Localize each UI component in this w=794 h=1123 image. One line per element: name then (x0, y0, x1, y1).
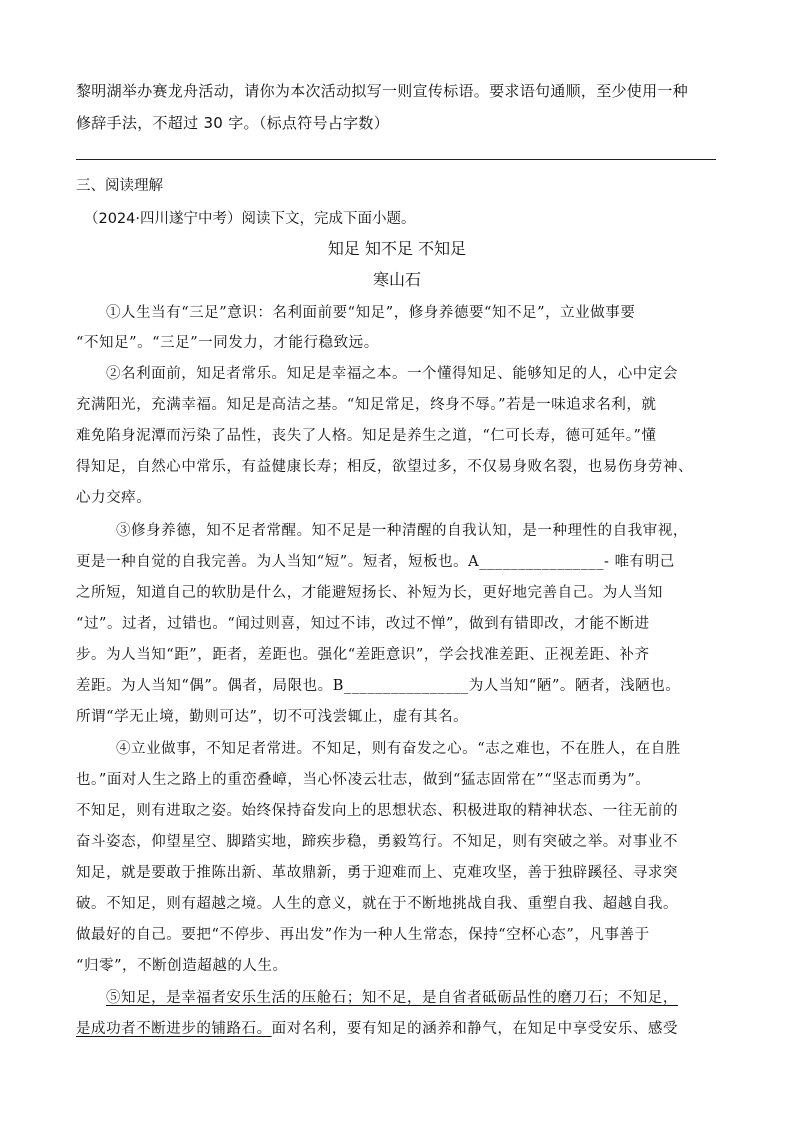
paragraph-line: 所谓“学无止境，勤则可达”，切不可浅尝辄止，虚有其名。 (76, 709, 469, 725)
paragraph-line: 奋斗姿态，仰望星空、脚踏实地，蹄疾步稳，勇毅笃行。不知足，则有突破之举。对事业不 (76, 834, 678, 850)
paragraph-line: 知足，就是要敢于推陈出新、革故鼎新，勇于迎难而上、克难攻坚，善于独辟蹊径、寻求突 (76, 865, 678, 881)
paragraph-line: “不知足”。“三足”一同发力，才能行稳致远。 (76, 335, 379, 351)
paragraph-line: 得知足，自然心中常乐，有益健康长寿；相反，欲望过多，不仅易身败名裂，也易伤身劳神、 (76, 459, 694, 475)
paragraph-line: 做最好的自己。要把“不停步、再出发”作为一种人生常态，保持“空杯心态”，凡事善于 (76, 927, 650, 943)
paragraph-line: ④立业做事，不知足者常进。不知足，则有奋发之心。“志之难也，不在胜人，在自胜 (116, 741, 681, 757)
paragraph-line: ③修身养德，知不足者常醒。知不足是一种清醒的自我认知，是一种理性的自我审视， (116, 523, 688, 539)
paragraph-line: 心力交瘁。 (76, 490, 152, 506)
paragraph-line-last (76, 1017, 678, 1038)
answer-line (76, 159, 716, 160)
source-note: （2024·四川遂宁中考）阅读下文，完成下面小题。 (84, 211, 416, 227)
section-title: 三、阅读理解 (76, 178, 163, 194)
article-title: 知足 知不足 不知足 (327, 239, 467, 258)
article-author: 寒山石 (372, 270, 421, 289)
paragraph-line: 步。为人当知“距”，距者，差距也。强化“差距意识”，学会找准差距、正视差距、补齐 (76, 647, 650, 663)
paragraph-line: 充满阳光，充满幸福。知足是高洁之基。“知足常足，终身不辱。”若是一味追求名利，就 (76, 397, 657, 413)
paragraph-line: 也。”面对人生之路上的重峦叠嶂，当心怀凌云壮志，做到“猛志固常在”“坚志而勇为”。 (76, 772, 651, 788)
paragraph-line: ②名利面前，知足者常乐。知足是幸福之本。一个懂得知足、能够知足的人，心中定会 (106, 366, 678, 382)
paragraph-line: 差距。为人当知“偶”。偶者，局限也。B________________为人当知“陋”。陋者，浅陋也。 (76, 678, 681, 694)
paragraph-line: 更是一种自觉的自我完善。为人当知“短”。短者，短板也。A________________- 唯有明己 (76, 554, 675, 570)
paragraph-line: 难免陷身泥潭而污染了品性，丧失了人格。知足是养生之道，“仁可长寿，德可延年。”懂 (76, 428, 657, 444)
paragraph-line: “过”。过者，过错也。“闻过则喜，知过不讳，改过不惮”，做到有错即改，才能不断进 (76, 616, 650, 632)
paragraph-continuation: 面对名利，要有知足的涵养和静气，在知足中享受安乐、感受 (271, 1021, 679, 1037)
intro-line-2: 修辞手法，不超过 30 字。（标点符号占字数） (76, 114, 390, 132)
paragraph-line: “归零”，不断创造超越的人生。 (76, 958, 288, 974)
intro-line-1: 黎明湖举办赛龙舟活动，请你为本次活动拟写一则宣传标语。要求语句通顺，至少使用一种 (76, 82, 689, 100)
underlined-sentence-line-2: 是成功者不断进步的铺路石。 (76, 1021, 272, 1037)
paragraph-line: 之所短，知道自己的软肋是什么，才能避短扬长、补短为长，更好地完善自己。为人当知 (76, 585, 663, 601)
underlined-sentence-line-1: ⑤知足，是幸福者安乐生活的压舱石；知不足，是自省者砥砺品性的磨刀石；不知足， (106, 990, 678, 1006)
paragraph-line: ①人生当有“三足”意识：名利面前要“知足”，修身养德要“知不足”，立业做事要 (106, 305, 636, 321)
paragraph-line: 不知足，则有进取之姿。始终保持奋发向上的思想状态、积极进取的精神状态、一往无前的 (76, 803, 678, 819)
paragraph-line: 破。不知足，则有超越之境。人生的意义，就在于不断地挑战自我、重塑自我、超越自我。 (76, 896, 678, 912)
